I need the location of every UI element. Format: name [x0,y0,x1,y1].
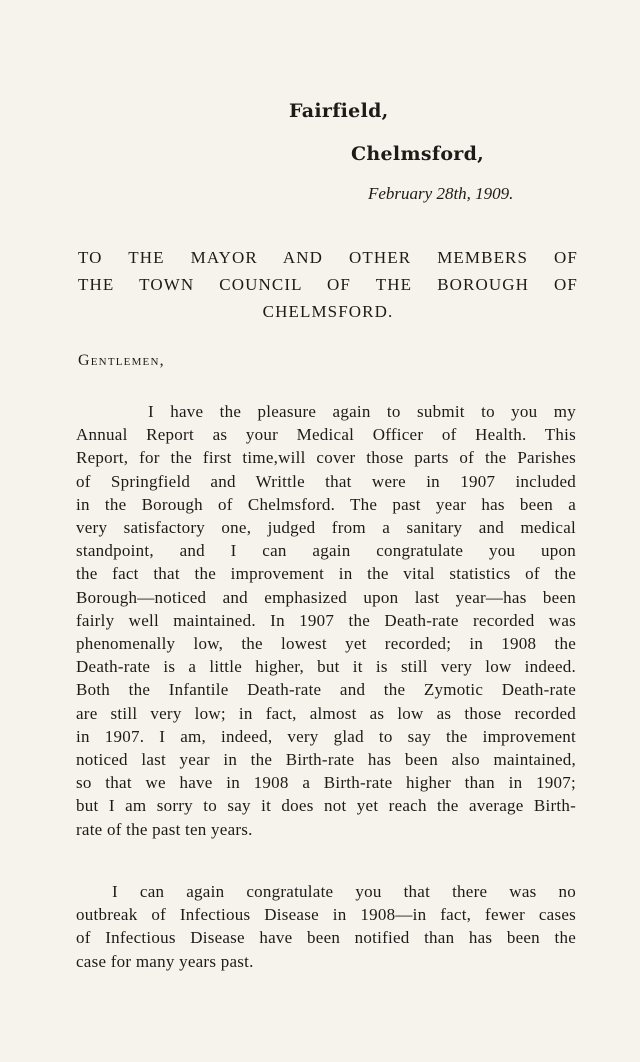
text-line: Borough—noticed and emphasized upon last year—has been [76,587,576,607]
text-line: I have the pleasure again to submit to you my [148,402,576,421]
text-line: so that we have in 1908 a Birth-rate higher than in 1907; [76,773,576,793]
text-line: Report, for the first time,will cover those parts of the Parishes [76,448,576,468]
text-line: in the Borough of Chelmsford. The past year has been a [76,494,576,514]
recipient-line: TO THE MAYOR AND OTHER MEMBERS OF [78,248,578,267]
recipient-address [78,244,578,325]
text-line: outbreak of Infectious Disease in 1908—in fact, fewer cases [76,905,576,925]
text-line: in 1907. I am, indeed, very glad to say the improvement [76,726,576,746]
text-line: fairly well maintained. In 1907 the Death-rate recorded was [76,610,576,630]
text-line: very satisfactory one, judged from a sanitary and medical [76,518,576,538]
recipient-line: THE TOWN COUNCIL OF THE BOROUGH OF [78,275,578,294]
text-line: phenomenally low, the lowest yet recorded; in 1908 the [76,634,576,654]
text-line: Death-rate is a little higher, but it is still very low indeed. [76,657,576,677]
text-line: but I am sorry to say it does not yet reach the average Birth- [76,796,576,816]
text-line: standpoint, and I can again congratulate you upon [76,541,576,561]
text-line: of Springfield and Writtle that were in 1907 included [76,471,576,491]
letter-date: February 28th, 1909. [368,184,514,203]
text-line: of Infectious Disease have been notified than has been the [76,928,576,948]
body-paragraph-1 [76,400,576,841]
text-line: the fact that the improvement in the vital statistics of the [76,564,576,584]
recipient-line: CHELMSFORD. [262,302,394,321]
salutation: Gentlemen, [78,352,165,369]
text-line: case for many years past. [76,951,254,971]
body-paragraph-2 [76,880,576,973]
text-line: noticed last year in the Birth-rate has been also maintained, [76,750,576,770]
text-line: rate of the past ten years. [76,819,253,839]
sender-town: Chelmsford, [351,143,485,165]
text-line: I can again congratulate you that there was no [112,882,576,901]
text-line: are still very low; in fact, almost as low as those recorded [76,703,576,723]
text-line: Annual Report as your Medical Officer of Health. This [76,425,576,445]
sender-place: Fairfield, [289,100,389,122]
text-line: Both the Infantile Death-rate and the Zymotic Death-rate [76,680,576,700]
